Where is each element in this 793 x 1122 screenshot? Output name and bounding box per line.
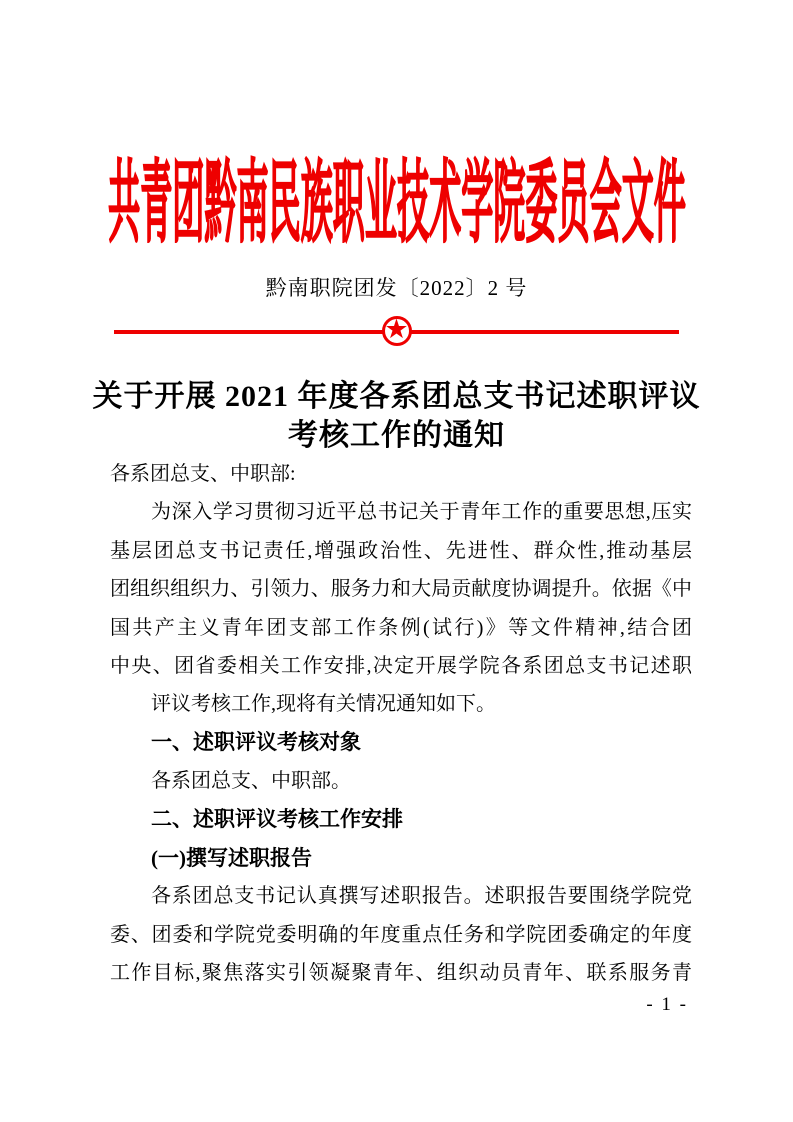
section-heading-2: 二、述职评议考核工作安排 [151, 807, 403, 831]
document-title [0, 377, 793, 455]
star-emblem-icon [382, 316, 412, 346]
body-line: 各系团总支、中职部。 [151, 770, 351, 793]
body-line: 为深入学习贯彻习近平总书记关于青年工作的重要思想,压实 [151, 501, 692, 524]
body-line: 评议考核工作,现将有关情况通知如下。 [151, 693, 496, 716]
body-line: 基层团总支书记责任,增强政治性、先进性、群众性,推动基层 [110, 539, 692, 562]
document-body [110, 455, 692, 993]
document-title-line1: 关于开展 2021 年度各系团总支书记述职评议 [92, 380, 701, 413]
document-title-line2: 考核工作的通知 [288, 419, 505, 452]
org-header-title: 共青团黔南民族职业技术学院委员会文件 [107, 154, 686, 253]
doc-number: 黔南职院团发〔2022〕2 号 [265, 276, 528, 300]
body-line: 团组织组织力、引领力、服务力和大局贡献度协调提升。依据《中 [110, 578, 692, 601]
red-header [0, 150, 793, 253]
salutation: 各系团总支、中职部: [110, 463, 296, 485]
body-line: 委、团委和学院党委明确的年度重点任务和学院团委确定的年度 [110, 923, 692, 946]
body-line: 中央、团省委相关工作安排,决定开展学院各系团总支书记述职 [110, 655, 692, 678]
body-line: 工作目标,聚焦落实引领凝聚青年、组织动员青年、联系服务青 [110, 962, 692, 985]
page-number: - 1 - [646, 994, 688, 1015]
body-line: 各系团总支书记认真撰写述职报告。述职报告要围绕学院党 [151, 885, 692, 908]
subsection-heading: (一)撰写述职报告 [151, 846, 312, 871]
star-icon: ★ [384, 316, 409, 345]
body-line: 国共产主义青年团支部工作条例(试行)》等文件精神,结合团 [110, 616, 692, 639]
section-heading-1: 一、述职评议考核对象 [151, 730, 361, 754]
